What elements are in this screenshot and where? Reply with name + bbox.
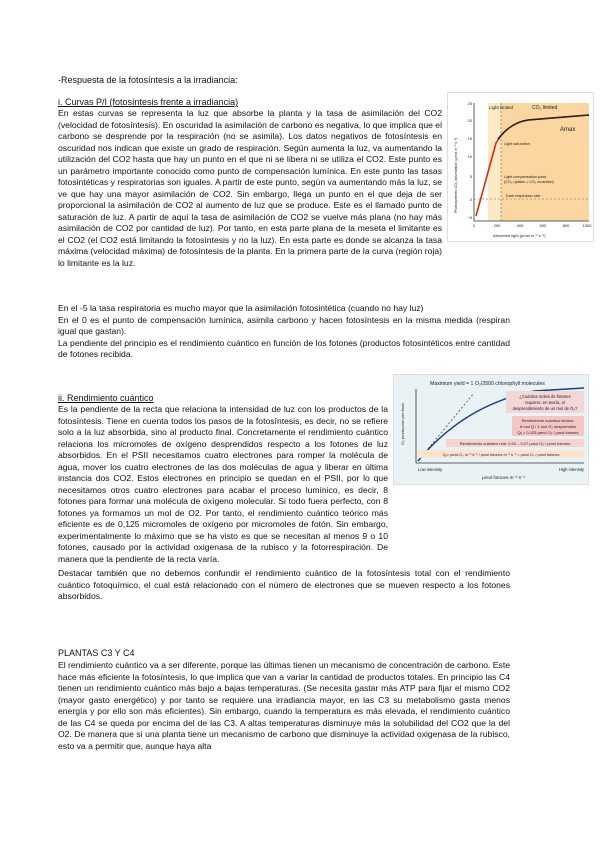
compensation-label-1: Light compensation point [504, 175, 547, 179]
theoretical-line-1: Rendimiento cuántico teórico: [521, 418, 575, 423]
section2-body-narrow [58, 404, 388, 564]
max-yield-title: Maximum yield = 1 O₂/2500 chlorophyll molecules [430, 381, 545, 387]
dark-respiration-label: Dark respiration rate [506, 194, 541, 198]
y-tick: 0 [469, 197, 472, 202]
section1-para4: La pendiente del principio es el rendimiento cuántico en función de los fotones (productos fotosintéticos entre cantidad de fotones recibida. [58, 337, 510, 359]
quantum-yield-svg [394, 375, 588, 484]
co2-limited-label: CO₂ limited [532, 105, 558, 111]
theoretical-line-3: Qᵧ = 0,125 μmol O₂ / μmol fotones [517, 430, 579, 435]
formula-text: Qᵧ= μmol O₂ m⁻² s⁻¹ / μmol fotones m⁻² s⁻¹ = μmol O₂ / μmol fotones [442, 453, 560, 457]
section3-body [58, 660, 510, 752]
section2-para1-part: Es la pendiente de la recta que relaciona la intensidad de luz con los productos de la fotosíntesis. Tiene en cuenta todos los pasos de la fotosíntesis, es decir, no se refiere solo a la luz absorbida, sino al producto final. Concretamente el rendimiento cuántico relaciona los micromoles de oxígeno desprendidos respecto a los fotones de luz absorbidos. En el PSII necesitamos cuatro electrones para romper la molécula de agua, mover los cuatro electrones de las dos moléculas de agua y liberar en última instancia dos CO2. Estos electrones en principio se quedan en el PSII, por lo que necesitamos otros cuatro electrones para acabar el proceso lumínico, es decir, 8 fotones para formar una molécula de oxígeno molecular. Si todo fuera perfecto, con 8 fotones ya formamos un mol de O2. Por tanto, el rendimiento cuántico teórico más eficiente es de 0,125 micromoles de oxígeno por micromoles de fotón. Sin embargo, experimentalmente lo máximo que se ha visto es que se necesitan al menos 9 o 10 fotones, causado por la actividad oxigenasa de la rubisco y la fotorrespiración. De manera que la pendiente de la recta varía. [58, 404, 388, 564]
y-tick: 5 [469, 174, 472, 179]
x-tick: 0 [472, 223, 476, 228]
section1-para1: En estas curvas se representa la luz que absorbe la planta y la tasa de asimilación del CO2 (velocidad de fotosíntesis). En oscuridad la asimilación de carbono es negativa, lo que implica que el carbono se desprende por la respiración (no se asimila). Los datos negativos de fotosíntesis en oscuridad nos indican que existe un grado de respiración. Según aumenta la luz, va aumentando la utilización del CO2 hasta que hay un punto en el que ni se libera ni se utiliza el CO2. Este punto es un parámetro importante conocido como punto de compensación lumínica. En este punto las tasas fotosintéticas y respiratorias son iguales. A partir de este punto, según va aumentando más la luz, se ve que hay una mayor asimilación de CO2. Sin embargo, llega un punto en el que deja de ser proporcional la asimilación de CO2 al aumento de luz que se produce. Este es el llamado punto de saturación de luz. A partir de aquí la tasa de asimilación de CO2 se vuelve más plana (no hay más asimilación de CO2 por cantidad de luz). Por tanto, en esta parte plana de la meseta el limitante es el CO2 (el CO2 está limitando la fotosíntesis y no la luz). En esta parte es donde se alcanza la tasa máxima (velocidad máxima) de fotosíntesis de la planta. En la primera parte de la curva (región roja) lo limitante es la luz. [58, 108, 442, 268]
saturation-label: Light saturation [504, 142, 530, 146]
section1-para3: En el 0 es el punto de compensación lumínica, asimila carbono y hacen fotosíntesis en la misma medida (respiran igual que gastan). [58, 314, 510, 336]
y-axis-label: O₂ producción per flash [400, 403, 405, 445]
section2-para2: Destacar también que no debemos confundir el rendimiento cuántico de la fotosíntesis total con el rendimiento cuántico fotoquímico, el cual está relacionado con el número de electrones que se mueven respecto a los fotones absorbidos. [58, 568, 510, 601]
amax-label: Amax [560, 127, 576, 133]
quantum-yield-figure [393, 374, 589, 485]
high-intensity-label: High intensity [558, 467, 584, 472]
compensation-label-2: (CO₂ uptake = CO₂ evolution) [504, 180, 554, 184]
section2-heading: ii. Rendimiento cuántico [58, 393, 154, 403]
y-ticks [467, 101, 472, 220]
x-tick: 800 [562, 223, 570, 228]
section2-body-wide [58, 508, 510, 603]
section3-heading: PLANTAS C3 Y C4 [58, 648, 135, 658]
x-tick: 200 [493, 223, 501, 228]
y-tick: 10 [467, 154, 472, 159]
x-axis-label: Absorbed light (μmol m⁻² s⁻¹) [493, 233, 546, 238]
question-line-3: desprendimiento de un mol de O₂? [512, 406, 578, 411]
y-axis-label: Photosynthetic CO₂ assimilation (μmol m⁻² s⁻¹) [454, 137, 458, 213]
section1-para2: En el -5 la tasa respiratoria es mucho mayor que la asimilación fotosintética (cuando no hay luz) [58, 303, 424, 313]
x-tick: 600 [539, 223, 547, 228]
document-title: -Respuesta de la fotosíntesis a la irradiancia: [58, 75, 238, 85]
x-ticks [473, 223, 592, 228]
low-intensity-label: Low intensity [418, 467, 443, 472]
section1-heading: i. Curvas P/I (fotosíntesis frente a irradiancia) [58, 97, 239, 107]
co2-limited-region [501, 103, 589, 221]
real-yield-text: Rendimiento cuántico real: 0,04 – 0,07 μmol O₂ / μmol fotones [459, 441, 571, 446]
light-limited-label: Light limited [489, 105, 514, 110]
pi-curve-svg [448, 93, 593, 241]
section1-body-wide [58, 269, 510, 361]
x-tick: 400 [516, 223, 524, 228]
section3-para1: El rendimiento cuántico va a ser diferente, porque las últimas tienen un mecanismo de concentración de carbono. Este hace más eficiente la fotosíntesis, lo que implica que van a variar la cantidad de productos totales. En principio las C4 tienen un rendimiento cuántico más bajo a bajas temperaturas. (Se necesita gastar más ATP para fijar el mismo CO2 (mayor gasto energético) y por tanto se requiere una irradiancia mayor, en las C3 su metabolismo gasta menos energía y por ello son más eficientes). Sin embargo, cuando la temperatura es más elevada, el rendimiento cuántico de las C4 se queda por encima del de las C3. A altas temperaturas disminuye más la solubilidad del CO2 que la del O2. De manera que si una planta tiene un mecanismo de carbono que disminuye la actividad oxigenasa de la rubisco, esto va a permitir que, aunque haya alta [58, 660, 510, 751]
x-tick: 1000 [582, 223, 592, 228]
section1-body-narrow [58, 108, 442, 269]
light-limited-region [488, 103, 501, 221]
question-line-1: ¿Cuántos moles de fotones [519, 394, 571, 399]
x-axis-label: μmol fotones m⁻² s⁻¹ [482, 475, 525, 480]
y-tick: 25 [467, 101, 472, 106]
question-line-2: requiero, en teoría, el [525, 400, 565, 405]
pi-curve-figure [447, 92, 594, 242]
y-tick: −5 [467, 215, 472, 220]
theoretical-line-2: 8 mol Q / 1 mol O₂ desprendido [519, 424, 577, 429]
y-tick: 20 [467, 118, 472, 123]
y-tick: 15 [467, 136, 472, 141]
